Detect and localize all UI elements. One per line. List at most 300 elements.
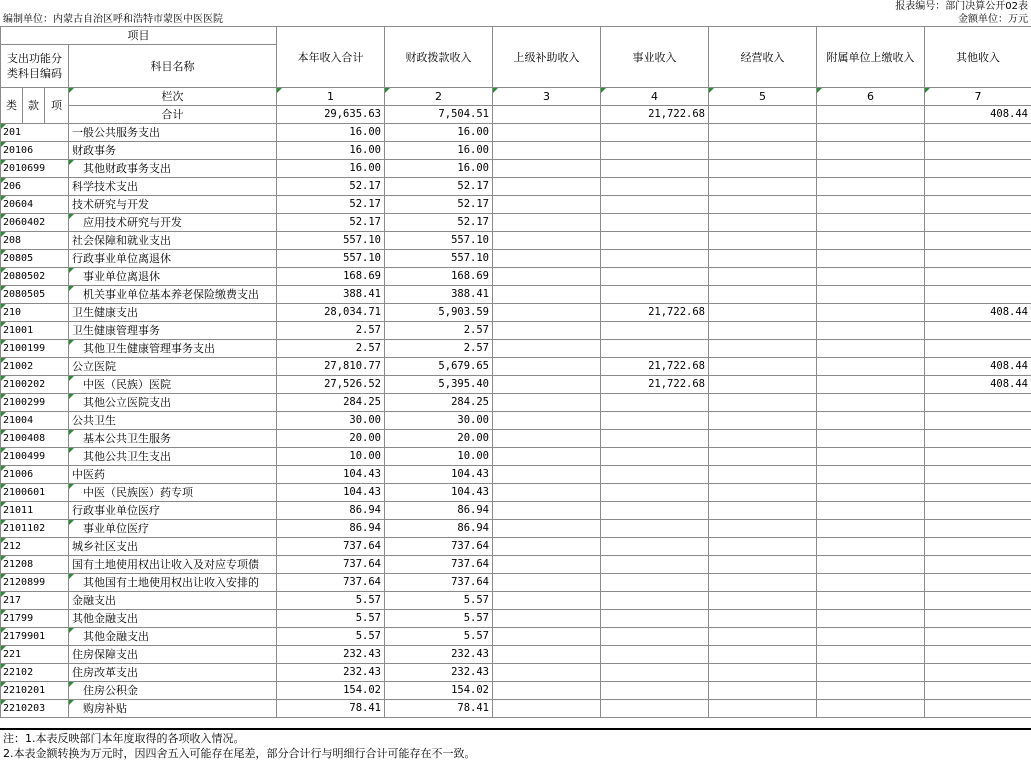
row-value-1: 5.57: [277, 610, 385, 628]
row-name: 其他国有土地使用权出让收入安排的: [69, 574, 277, 592]
row-value-5: [709, 358, 817, 376]
row-value-6: [817, 502, 925, 520]
col-header-2: 财政拨款收入: [385, 27, 493, 88]
row-value-5: [709, 592, 817, 610]
row-value-6: [817, 682, 925, 700]
income-table: [0, 26, 1031, 718]
row-name: 技术研究与开发: [69, 196, 277, 214]
row-name: 城乡社区支出: [69, 538, 277, 556]
row-code: 210: [1, 304, 69, 322]
row-value-6: [817, 448, 925, 466]
row-value-1: 16.00: [277, 142, 385, 160]
table-row: [1, 232, 1031, 250]
note-1: 注：1.本表反映部门本年度取得的各项收入情况。: [0, 728, 1031, 747]
row-value-2: 104.43: [385, 466, 493, 484]
row-value-2: 30.00: [385, 412, 493, 430]
row-value-1: 27,526.52: [277, 376, 385, 394]
row-value-4: [601, 394, 709, 412]
row-code: 21006: [1, 466, 69, 484]
row-value-4: [601, 232, 709, 250]
row-value-4: [601, 484, 709, 502]
row-value-3: [493, 610, 601, 628]
row-value-7: [925, 124, 1031, 142]
row-name: 科学技术支出: [69, 178, 277, 196]
row-value-6: [817, 358, 925, 376]
row-value-1: 5.57: [277, 628, 385, 646]
row-value-1: 20.00: [277, 430, 385, 448]
row-value-4: [601, 160, 709, 178]
row-value-5: [709, 502, 817, 520]
row-value-3: [493, 430, 601, 448]
row-value-7: [925, 592, 1031, 610]
row-value-1: 737.64: [277, 538, 385, 556]
row-value-3: [493, 178, 601, 196]
row-value-5: [709, 430, 817, 448]
row-value-7: [925, 232, 1031, 250]
report-code-row: [0, 0, 1031, 13]
row-code: 21001: [1, 322, 69, 340]
table-row: [1, 412, 1031, 430]
row-value-1: 86.94: [277, 502, 385, 520]
row-value-2: 737.64: [385, 556, 493, 574]
table-row: [1, 322, 1031, 340]
row-code: 2179901: [1, 628, 69, 646]
row-code: 2101102: [1, 520, 69, 538]
row-value-3: [493, 412, 601, 430]
row-value-2: 104.43: [385, 484, 493, 502]
row-value-6: [817, 196, 925, 214]
row-value-5: [709, 520, 817, 538]
row-value-3: [493, 250, 601, 268]
row-value-5: [709, 394, 817, 412]
table-row: [1, 160, 1031, 178]
table-row: [1, 502, 1031, 520]
row-value-4: [601, 214, 709, 232]
row-value-3: [493, 160, 601, 178]
row-value-6: [817, 304, 925, 322]
row-value-4: [601, 538, 709, 556]
row-value-5: [709, 664, 817, 682]
row-value-4: [601, 322, 709, 340]
row-value-7: 408.44: [925, 376, 1031, 394]
row-value-1: 2.57: [277, 340, 385, 358]
row-value-3: [493, 592, 601, 610]
row-value-5: [709, 700, 817, 718]
row-value-1: 86.94: [277, 520, 385, 538]
row-value-6: [817, 376, 925, 394]
row-value-3: [493, 376, 601, 394]
row-code: 2100408: [1, 430, 69, 448]
row-value-5: [709, 160, 817, 178]
row-value-6: [817, 538, 925, 556]
row-name: 机关事业单位基本养老保险缴费支出: [69, 286, 277, 304]
row-code: 20604: [1, 196, 69, 214]
total-cell-7: 408.44: [925, 106, 1031, 124]
row-value-2: 737.64: [385, 574, 493, 592]
row-code: 2080502: [1, 268, 69, 286]
col-number-7: 7: [925, 88, 1031, 106]
row-value-1: 168.69: [277, 268, 385, 286]
row-value-7: [925, 250, 1031, 268]
row-value-1: 52.17: [277, 196, 385, 214]
row-name: 其他金融支出: [69, 628, 277, 646]
row-value-1: 737.64: [277, 574, 385, 592]
row-value-6: [817, 214, 925, 232]
row-code: 2210201: [1, 682, 69, 700]
row-value-3: [493, 502, 601, 520]
row-value-5: [709, 628, 817, 646]
row-value-2: 16.00: [385, 124, 493, 142]
row-name: 其他金融支出: [69, 610, 277, 628]
row-value-7: [925, 466, 1031, 484]
row-code: 21208: [1, 556, 69, 574]
row-name: 住房公积金: [69, 682, 277, 700]
row-value-3: [493, 448, 601, 466]
row-name: 事业单位医疗: [69, 520, 277, 538]
row-value-3: [493, 394, 601, 412]
row-value-4: [601, 700, 709, 718]
table-row: [1, 268, 1031, 286]
row-code: 2080505: [1, 286, 69, 304]
row-value-5: [709, 574, 817, 592]
row-value-3: [493, 628, 601, 646]
row-value-3: [493, 682, 601, 700]
row-value-7: 408.44: [925, 304, 1031, 322]
row-value-6: [817, 628, 925, 646]
row-value-6: [817, 178, 925, 196]
table-row: [1, 178, 1031, 196]
table-row: [1, 466, 1031, 484]
row-value-2: 232.43: [385, 664, 493, 682]
row-value-2: 52.17: [385, 196, 493, 214]
row-value-2: 5.57: [385, 592, 493, 610]
row-value-4: [601, 592, 709, 610]
row-value-2: 557.10: [385, 232, 493, 250]
row-value-4: [601, 178, 709, 196]
row-value-5: [709, 142, 817, 160]
table-row: [1, 628, 1031, 646]
row-name: 卫生健康支出: [69, 304, 277, 322]
row-value-3: [493, 268, 601, 286]
row-value-3: [493, 214, 601, 232]
row-name: 中医（民族医）药专项: [69, 484, 277, 502]
report-unit-row: [0, 13, 1031, 26]
row-value-3: [493, 358, 601, 376]
row-code: 2100199: [1, 340, 69, 358]
row-value-2: 52.17: [385, 178, 493, 196]
table-row: [1, 394, 1031, 412]
row-value-4: [601, 628, 709, 646]
row-value-7: [925, 646, 1031, 664]
row-value-3: [493, 556, 601, 574]
row-value-3: [493, 286, 601, 304]
row-value-5: [709, 178, 817, 196]
row-value-3: [493, 466, 601, 484]
row-value-2: 388.41: [385, 286, 493, 304]
row-value-7: [925, 700, 1031, 718]
table-row: [1, 358, 1031, 376]
row-value-5: [709, 484, 817, 502]
row-value-2: 20.00: [385, 430, 493, 448]
row-value-3: [493, 574, 601, 592]
row-code: 2120899: [1, 574, 69, 592]
row-value-5: [709, 448, 817, 466]
row-code: 21004: [1, 412, 69, 430]
row-value-7: [925, 430, 1031, 448]
row-value-1: 232.43: [277, 664, 385, 682]
row-value-7: [925, 322, 1031, 340]
row-value-2: 78.41: [385, 700, 493, 718]
row-code: 212: [1, 538, 69, 556]
row-value-4: [601, 664, 709, 682]
row-value-3: [493, 142, 601, 160]
row-value-3: [493, 196, 601, 214]
row-value-7: [925, 214, 1031, 232]
row-value-1: 557.10: [277, 250, 385, 268]
row-code: 21799: [1, 610, 69, 628]
row-value-1: 16.00: [277, 160, 385, 178]
row-value-7: 408.44: [925, 358, 1031, 376]
row-value-5: [709, 196, 817, 214]
row-value-1: 284.25: [277, 394, 385, 412]
row-value-6: [817, 646, 925, 664]
row-value-5: [709, 610, 817, 628]
row-value-1: 737.64: [277, 556, 385, 574]
row-value-4: 21,722.68: [601, 376, 709, 394]
row-value-6: [817, 124, 925, 142]
row-name: 基本公共卫生服务: [69, 430, 277, 448]
row-value-1: 557.10: [277, 232, 385, 250]
table-row: [1, 286, 1031, 304]
table-row: [1, 376, 1031, 394]
table-row: [1, 196, 1031, 214]
row-value-2: 5,679.65: [385, 358, 493, 376]
row-value-2: 737.64: [385, 538, 493, 556]
row-value-2: 154.02: [385, 682, 493, 700]
table-row: [1, 592, 1031, 610]
row-value-5: [709, 538, 817, 556]
table-row: [1, 556, 1031, 574]
row-value-6: [817, 142, 925, 160]
row-value-1: 30.00: [277, 412, 385, 430]
total-cell-4: 21,722.68: [601, 106, 709, 124]
total-cell-6: [817, 106, 925, 124]
row-value-5: [709, 646, 817, 664]
row-value-6: [817, 394, 925, 412]
row-value-1: 16.00: [277, 124, 385, 142]
row-name: 金融支出: [69, 592, 277, 610]
row-value-2: 5,903.59: [385, 304, 493, 322]
col-number-6: 6: [817, 88, 925, 106]
table-row: [1, 520, 1031, 538]
table-row: [1, 142, 1031, 160]
row-value-7: [925, 160, 1031, 178]
table-row: [1, 664, 1031, 682]
note-2: 2.本表金额转换为万元时，因四舍五入可能存在尾差，部分合计行与明细行合计可能存在不一致。: [3, 747, 476, 760]
row-value-6: [817, 340, 925, 358]
row-value-6: [817, 592, 925, 610]
row-code: 21002: [1, 358, 69, 376]
row-value-5: [709, 232, 817, 250]
row-value-5: [709, 250, 817, 268]
sub-label-lei: 类: [1, 88, 23, 124]
row-value-5: [709, 322, 817, 340]
amount-unit: 金额单位：万元: [958, 14, 1028, 25]
total-cell-5: [709, 106, 817, 124]
row-value-1: 104.43: [277, 484, 385, 502]
table-row: [1, 610, 1031, 628]
col-number-3: 3: [493, 88, 601, 106]
row-value-7: [925, 178, 1031, 196]
row-value-5: [709, 268, 817, 286]
row-value-7: [925, 538, 1031, 556]
row-value-4: [601, 646, 709, 664]
row-value-7: [925, 610, 1031, 628]
row-value-3: [493, 520, 601, 538]
row-value-7: [925, 502, 1031, 520]
table-body: [1, 124, 1031, 718]
row-value-5: [709, 556, 817, 574]
row-code: 20106: [1, 142, 69, 160]
row-value-6: [817, 574, 925, 592]
row-value-4: [601, 250, 709, 268]
row-name: 其他财政事务支出: [69, 160, 277, 178]
row-value-3: [493, 646, 601, 664]
row-value-4: [601, 268, 709, 286]
compiling-unit: 编制单位：内蒙古自治区呼和浩特市蒙医中医医院: [3, 14, 223, 25]
col-header-1: 本年收入合计: [277, 27, 385, 88]
row-code: 21011: [1, 502, 69, 520]
row-code: 2100499: [1, 448, 69, 466]
row-value-3: [493, 700, 601, 718]
col-number-5: 5: [709, 88, 817, 106]
row-name: 公立医院: [69, 358, 277, 376]
table-row: [1, 340, 1031, 358]
row-value-7: [925, 340, 1031, 358]
row-value-4: 21,722.68: [601, 304, 709, 322]
row-value-7: [925, 196, 1031, 214]
row-value-4: [601, 682, 709, 700]
row-value-7: [925, 286, 1031, 304]
income-table-container: [0, 26, 1031, 718]
row-code: 2210203: [1, 700, 69, 718]
row-value-6: [817, 484, 925, 502]
row-value-6: [817, 556, 925, 574]
row-value-4: [601, 610, 709, 628]
row-value-1: 78.41: [277, 700, 385, 718]
row-value-5: [709, 124, 817, 142]
row-value-4: [601, 142, 709, 160]
row-name: 应用技术研究与开发: [69, 214, 277, 232]
row-value-6: [817, 430, 925, 448]
row-code: 2060402: [1, 214, 69, 232]
row-value-2: 5.57: [385, 610, 493, 628]
row-name: 行政事业单位医疗: [69, 502, 277, 520]
row-value-6: [817, 286, 925, 304]
table-row: [1, 538, 1031, 556]
row-value-2: 2.57: [385, 322, 493, 340]
row-value-2: 168.69: [385, 268, 493, 286]
row-value-1: 104.43: [277, 466, 385, 484]
row-code: 201: [1, 124, 69, 142]
row-value-1: 10.00: [277, 448, 385, 466]
row-value-6: [817, 160, 925, 178]
row-value-5: [709, 376, 817, 394]
row-value-5: [709, 340, 817, 358]
row-value-2: 557.10: [385, 250, 493, 268]
item-group-header: 项目: [1, 27, 277, 45]
row-value-2: 86.94: [385, 502, 493, 520]
row-value-4: [601, 466, 709, 484]
table-row: [1, 214, 1031, 232]
row-value-4: [601, 124, 709, 142]
row-value-7: [925, 628, 1031, 646]
row-value-1: 2.57: [277, 322, 385, 340]
row-value-4: [601, 448, 709, 466]
row-index-label: 栏次: [69, 88, 277, 106]
row-name: 一般公共服务支出: [69, 124, 277, 142]
table-row: [1, 124, 1031, 142]
row-value-4: [601, 556, 709, 574]
row-name: 公共卫生: [69, 412, 277, 430]
row-value-3: [493, 322, 601, 340]
row-value-6: [817, 610, 925, 628]
col-header-6: 附属单位上缴收入: [817, 27, 925, 88]
row-name: 财政事务: [69, 142, 277, 160]
row-name: 行政事业单位离退休: [69, 250, 277, 268]
row-value-6: [817, 250, 925, 268]
row-value-7: [925, 268, 1031, 286]
row-name: 卫生健康管理事务: [69, 322, 277, 340]
row-value-7: [925, 412, 1031, 430]
row-value-1: 52.17: [277, 178, 385, 196]
row-code: 208: [1, 232, 69, 250]
row-value-1: 5.57: [277, 592, 385, 610]
row-value-1: 52.17: [277, 214, 385, 232]
row-code: 221: [1, 646, 69, 664]
row-value-2: 284.25: [385, 394, 493, 412]
row-value-4: 21,722.68: [601, 358, 709, 376]
row-value-4: [601, 520, 709, 538]
row-value-7: [925, 664, 1031, 682]
col-number-1: 1: [277, 88, 385, 106]
table-row: [1, 250, 1031, 268]
table-row: [1, 682, 1031, 700]
row-name: 其他公共卫生支出: [69, 448, 277, 466]
row-value-5: [709, 682, 817, 700]
row-value-3: [493, 538, 601, 556]
row-value-7: [925, 556, 1031, 574]
row-value-1: 154.02: [277, 682, 385, 700]
col-number-2: 2: [385, 88, 493, 106]
row-value-7: [925, 142, 1031, 160]
row-value-6: [817, 412, 925, 430]
row-value-2: 2.57: [385, 340, 493, 358]
row-code: 22102: [1, 664, 69, 682]
row-value-6: [817, 268, 925, 286]
col-header-7: 其他收入: [925, 27, 1031, 88]
row-code: 206: [1, 178, 69, 196]
row-value-2: 16.00: [385, 142, 493, 160]
row-name: 住房改革支出: [69, 664, 277, 682]
row-value-2: 86.94: [385, 520, 493, 538]
col-header-4: 事业收入: [601, 27, 709, 88]
row-value-5: [709, 412, 817, 430]
row-name: 中医药: [69, 466, 277, 484]
row-value-6: [817, 664, 925, 682]
row-value-3: [493, 232, 601, 250]
row-value-1: 28,034.71: [277, 304, 385, 322]
